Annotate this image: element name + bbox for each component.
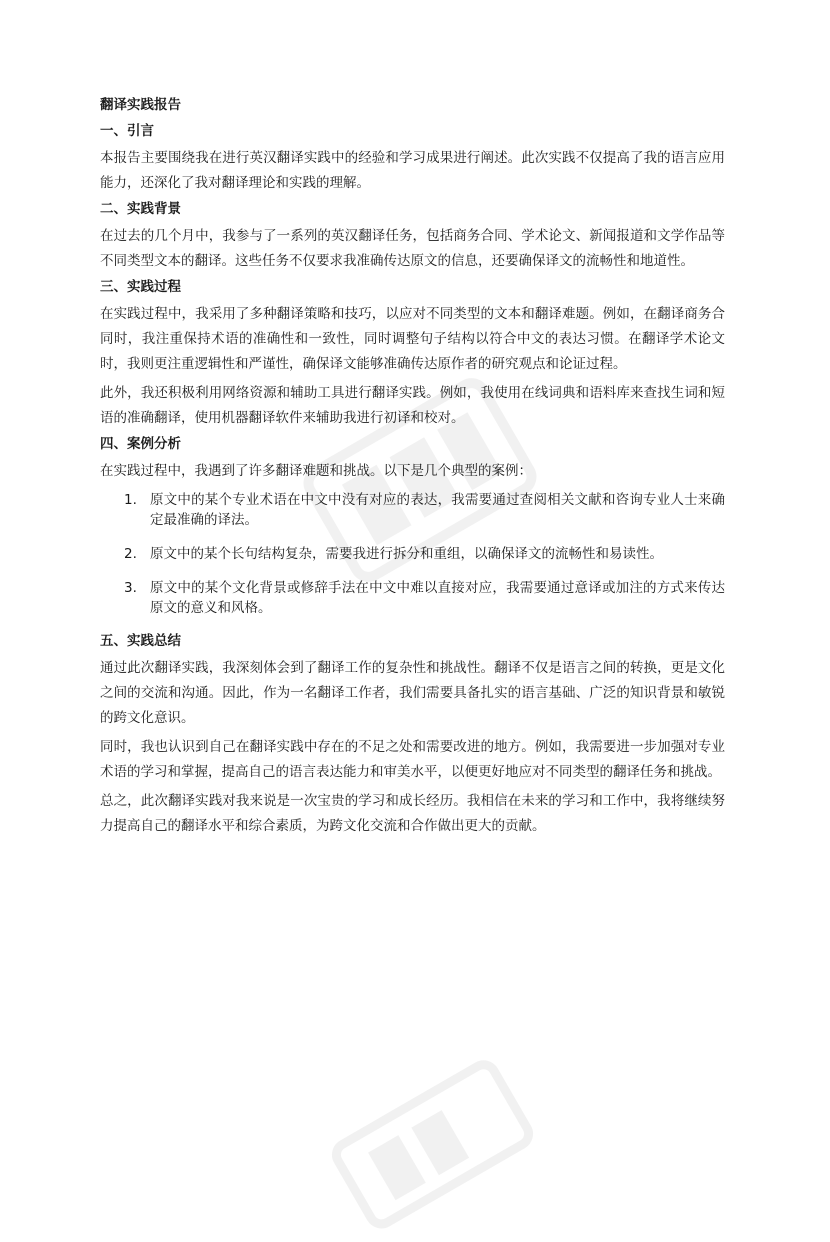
watermark-logo-bottom	[313, 1038, 546, 1242]
background-paragraph: 在过去的几个月中，我参与了一系列的英汉翻译任务，包括商务合同、学术论文、新闻报道和文学作品等不同类型文本的翻译。这些任务不仅要求我准确传达原文的信息，还要确保译文的流畅性和地道性。	[100, 228, 725, 269]
section-heading-intro: 一、引言	[100, 123, 154, 139]
case-list	[100, 490, 725, 618]
document-title: 翻译实践报告	[100, 97, 181, 113]
case-number: 2.	[124, 546, 137, 562]
section-heading-summary: 五、实践总结	[100, 633, 181, 649]
case-item	[100, 578, 725, 618]
case-number: 3.	[124, 580, 137, 596]
intro-paragraph: 本报告主要围绕我在进行英汉翻译实践中的经验和学习成果进行阐述。此次实践不仅提高了我的语言应用能力，还深化了我对翻译理论和实践的理解。	[100, 150, 725, 191]
section-heading-process: 三、实践过程	[100, 279, 181, 295]
cases-intro-paragraph: 在实践过程中，我遇到了许多翻译难题和挑战。以下是几个典型的案例：	[100, 463, 532, 479]
case-item	[100, 490, 725, 530]
document-body	[100, 96, 725, 843]
process-paragraph-2: 此外，我还积极利用网络资源和辅助工具进行翻译实践。例如，我使用在线词典和语料库来查找生词和短语的准确翻译，使用机器翻译软件来辅助我进行初译和校对。	[100, 385, 725, 426]
case-text: 原文中的某个专业术语在中文中没有对应的表达，我需要通过查阅相关文献和咨询专业人士来确定最准确的译法。	[150, 492, 725, 528]
case-text: 原文中的某个文化背景或修辞手法在中文中难以直接对应，我需要通过意译或加注的方式来传达原文的意义和风格。	[150, 580, 725, 616]
process-paragraph-1: 在实践过程中，我采用了多种翻译策略和技巧，以应对不同类型的文本和翻译难题。例如，在翻译商务合同时，我注重保持术语的准确性和一致性，同时调整句子结构以符合中文的表达习惯。在翻译学术论文时，我则更注重逻辑性和严谨性，确保译文能够准确传达原作者的研究观点和论证过程。	[100, 306, 725, 372]
case-item	[100, 544, 725, 564]
case-number: 1.	[124, 492, 137, 508]
section-heading-background: 二、实践背景	[100, 201, 181, 217]
section-heading-cases: 四、案例分析	[100, 436, 181, 452]
summary-paragraph-3: 总之，此次翻译实践对我来说是一次宝贵的学习和成长经历。我相信在未来的学习和工作中，我将继续努力提高自己的翻译水平和综合素质，为跨文化交流和合作做出更大的贡献。	[100, 793, 725, 834]
case-text: 原文中的某个长句结构复杂，需要我进行拆分和重组，以确保译文的流畅性和易读性。	[150, 546, 663, 562]
summary-paragraph-2: 同时，我也认识到自己在翻译实践中存在的不足之处和需要改进的地方。例如，我需要进一步加强对专业术语的学习和掌握，提高自己的语言表达能力和审美水平，以便更好地应对不同类型的翻译任务和挑战。	[100, 739, 725, 780]
summary-paragraph-1: 通过此次翻译实践，我深刻体会到了翻译工作的复杂性和挑战性。翻译不仅是语言之间的转换，更是文化之间的交流和沟通。因此，作为一名翻译工作者，我们需要具备扎实的语言基础、广泛的知识背景和敏锐的跨文化意识。	[100, 660, 725, 726]
